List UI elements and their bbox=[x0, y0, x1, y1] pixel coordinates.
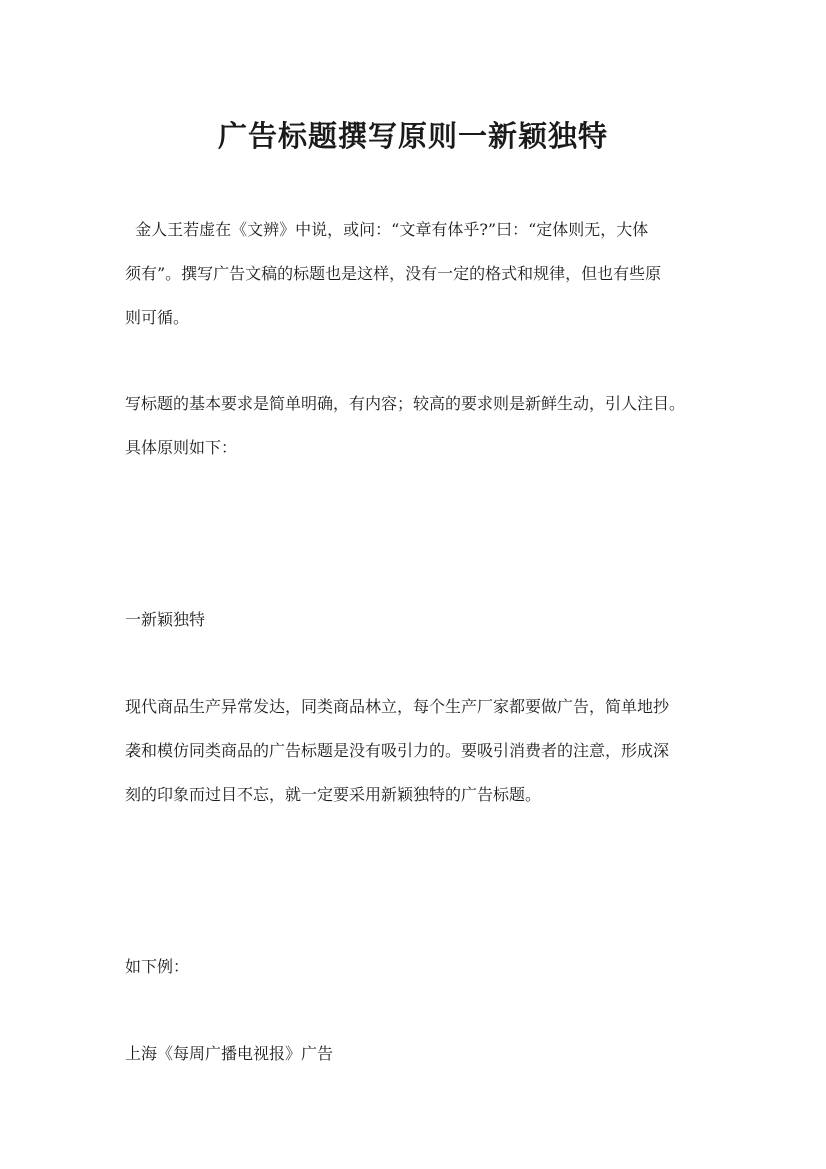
example-intro-text: 如下例： bbox=[125, 957, 190, 976]
requirements-paragraph-line-2: 具体原则如下： bbox=[125, 438, 238, 457]
body-paragraph-line-1: 现代商品生产异常发达，同类商品林立，每个生产厂家都要做广告，简单地抄 bbox=[125, 697, 670, 716]
intro-paragraph-line-1: 金人王若虚在《文辨》中说，或问：“文章有体乎?”曰：“定体则无，大体 bbox=[125, 220, 649, 239]
intro-paragraph-line-3: 则可循。 bbox=[125, 308, 190, 327]
document-title: 广告标题撰写原则一新颖独特 bbox=[217, 119, 608, 153]
intro-paragraph-line-2: 须有”。撰写广告文稿的标题也是这样，没有一定的格式和规律，但也有些原 bbox=[125, 264, 662, 283]
requirements-paragraph bbox=[125, 382, 725, 470]
section-heading bbox=[125, 598, 725, 642]
body-paragraph-line-2: 袭和模仿同类商品的广告标题是没有吸引力的。要吸引消费者的注意，形成深 bbox=[125, 741, 670, 760]
body-paragraph-line-3: 刻的印象而过目不忘，就一定要采用新颖独特的广告标题。 bbox=[125, 785, 542, 804]
example-intro bbox=[125, 945, 725, 989]
example-title-text: 上海《每周广播电视报》广告 bbox=[125, 1044, 334, 1063]
intro-paragraph bbox=[125, 208, 725, 340]
section-heading-text: 一新颖独特 bbox=[125, 610, 206, 629]
body-paragraph bbox=[125, 685, 725, 817]
requirements-paragraph-line-1: 写标题的基本要求是简单明确，有内容；较高的要求则是新鲜生动，引人注目。 bbox=[125, 394, 686, 413]
example-title bbox=[125, 1032, 725, 1076]
